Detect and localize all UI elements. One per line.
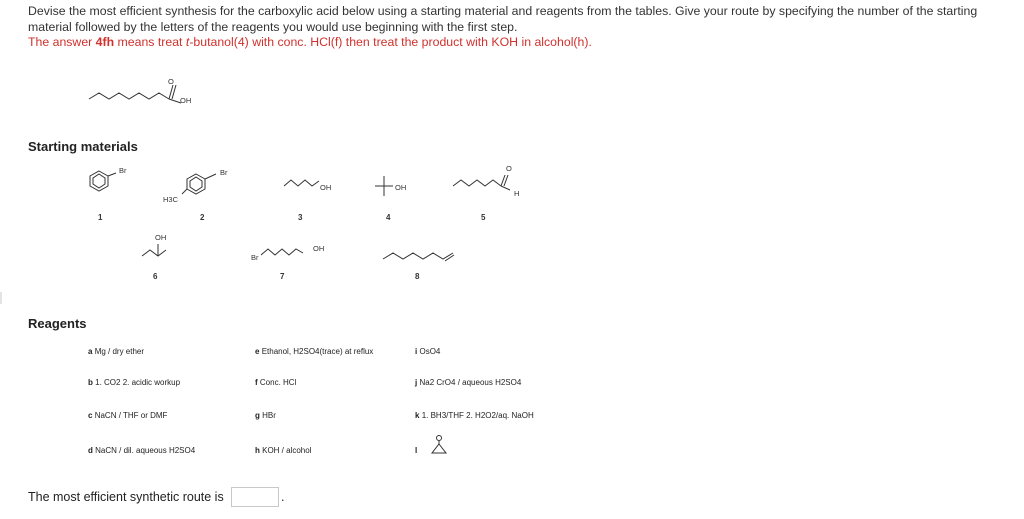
reagent-d: d NaCN / dil. aqueous H2SO4 (88, 446, 196, 455)
sm3-oh-label: OH (320, 183, 332, 192)
sm8-structure (381, 245, 466, 265)
question-text (28, 4, 1013, 51)
sm6-number: 6 (153, 272, 158, 281)
target-o-label: O (168, 77, 174, 86)
left-edge-marker (0, 292, 2, 304)
sm1-number: 1 (98, 213, 103, 222)
reagent-h: h KOH / alcohol (255, 446, 312, 455)
reagent-k: k 1. BH3/THF 2. H2O2/aq. NaOH (415, 411, 534, 420)
sm2-number: 2 (200, 213, 205, 222)
sm4-number: 4 (386, 213, 391, 222)
sm2-br-label: Br (220, 168, 228, 177)
sm4-oh-label: OH (395, 183, 407, 192)
target-oh-label: OH (180, 96, 192, 105)
reagent-l: l (415, 446, 418, 455)
reagent-b: b 1. CO2 2. acidic workup (88, 378, 181, 387)
sm8-number: 8 (415, 272, 420, 281)
sm5-h-label: H (514, 189, 520, 198)
reagent-e: e Ethanol, H2SO4(trace) at reflux (255, 347, 374, 356)
reagent-f: f Conc. HCl (255, 378, 297, 387)
reagent-c: c NaCN / THF or DMF (88, 411, 168, 420)
sm5-number: 5 (481, 213, 486, 222)
sm7-br-label: Br (251, 253, 259, 262)
answer-period: . (281, 490, 285, 504)
answer-prompt: The most efficient synthetic route is (28, 490, 224, 504)
sm3-number: 3 (298, 213, 303, 222)
reagents-title: Reagents (28, 316, 87, 331)
sm7-number: 7 (280, 272, 285, 281)
sm7-oh-label: OH (313, 244, 325, 253)
sm1-br-label: Br (119, 166, 127, 175)
sm7-structure (259, 243, 314, 261)
reagent-l-ozone-structure (428, 434, 452, 456)
question-hint: The answer 4fh means treat t-butanol(4) with conc. HCl(f) then treat the product with KOH in alcohol(h). (28, 35, 592, 49)
sm5-o-label: O (506, 164, 512, 173)
reagent-a: a Mg / dry ether (88, 347, 145, 356)
question-instructions: Devise the most efficient synthesis for the carboxylic acid below using a starting material and reagents from the tables. Give your route by specifying the number of the starting material followed by the letters of the reagents you would use beginning with the first step. (28, 4, 978, 34)
reagent-j: j Na2 CrO4 / aqueous H2SO4 (415, 378, 522, 387)
reagent-g: g HBr (255, 411, 276, 420)
reagent-i: i OsO4 (415, 347, 441, 356)
answer-input[interactable] (231, 487, 279, 507)
sm2-structure (172, 168, 222, 206)
starting-materials-title: Starting materials (28, 139, 138, 154)
sm6-oh-label: OH (155, 233, 167, 242)
sm2-h3c-label: H3C (163, 195, 179, 204)
